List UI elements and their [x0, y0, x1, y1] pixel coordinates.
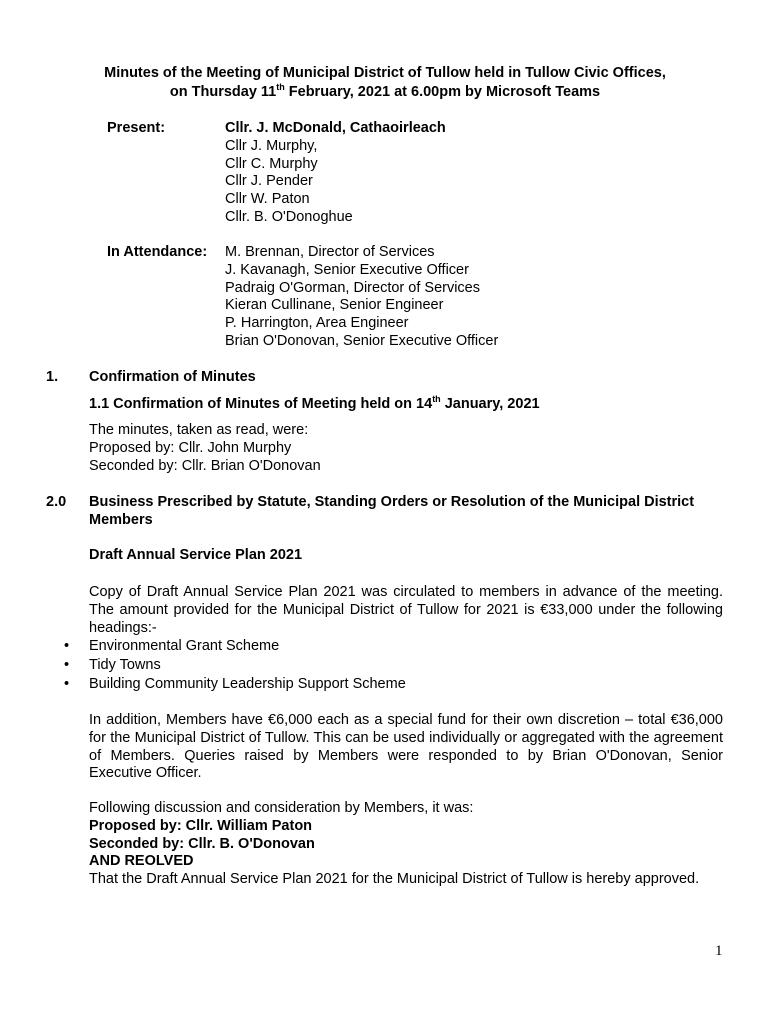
- discussion-line: Following discussion and consideration by Members, it was:: [89, 800, 474, 816]
- attendance-member: J. Kavanagh, Senior Executive Officer: [225, 261, 469, 278]
- list-item-text: Environmental Grant Scheme: [89, 638, 280, 654]
- minutes-line: Proposed by: Cllr. John Murphy: [89, 439, 292, 456]
- list-item: [64, 675, 406, 694]
- title-line-1: Minutes of the Meeting of Municipal District of Tullow held in Tullow Civic Offices,: [104, 65, 666, 81]
- headings-list: [64, 637, 406, 694]
- present-member: Cllr W. Paton: [225, 191, 310, 208]
- attendance-list: [225, 244, 498, 351]
- list-item-text: Tidy Towns: [89, 657, 161, 673]
- section-2-heading: Business Prescribed by Statute, Standing Orders or Resolution of the Municipal District Members: [89, 494, 695, 528]
- minutes-confirmation: [89, 422, 321, 475]
- title-line-2-start: on Thursday 11: [169, 84, 277, 100]
- list-item: [64, 656, 406, 675]
- attendance-member: Kieran Cullinane, Senior Engineer: [225, 297, 444, 314]
- present-member: Cllr. J. McDonald, Cathaoirleach: [225, 120, 446, 136]
- present-member: Cllr. B. O'Donoghue: [225, 208, 353, 225]
- bullet-icon: •: [64, 676, 70, 692]
- minutes-line: The minutes, taken as read, were:: [89, 422, 309, 438]
- page-title: [60, 64, 710, 102]
- paragraph-special-fund: In addition, Members have €6,000 each as a special fund for their own discretion – total €36,000 for the Municipal District of Tullow. This can be used individually or aggregated with the agreement of Members. Queries raised by Members were responded to by Brian O'Donovan, Senior Executive Officer.: [89, 712, 723, 782]
- list-item-text: Building Community Leadership Support Scheme: [89, 676, 406, 692]
- bullet-icon: •: [64, 657, 70, 673]
- section-1-subheading: [89, 396, 540, 412]
- section-2-subheading: Draft Annual Service Plan 2021: [89, 547, 303, 563]
- resolved-label: AND REOLVED: [89, 853, 194, 870]
- bullet-icon: •: [64, 638, 70, 654]
- resolution-block: [89, 800, 699, 889]
- title-line-2-end: February, 2021 at 6.00pm by Microsoft Teams: [284, 84, 601, 100]
- present-member: Cllr C. Murphy: [225, 155, 318, 172]
- attendance-member: Brian O'Donovan, Senior Executive Officer: [225, 332, 499, 349]
- attendance-member: P. Harrington, Area Engineer: [225, 315, 409, 332]
- title-ordinal: th: [276, 82, 285, 92]
- present-member: Cllr J. Murphy,: [225, 137, 318, 154]
- proposed-by: Proposed by: Cllr. William Paton: [89, 817, 313, 834]
- attendance-label: In Attendance:: [107, 244, 208, 260]
- list-item: [64, 637, 406, 656]
- attendance-member: M. Brennan, Director of Services: [225, 244, 435, 260]
- section-2-number: 2.0: [46, 494, 67, 510]
- present-list: [225, 120, 446, 227]
- page-number: 1: [715, 943, 723, 959]
- seconded-by: Seconded by: Cllr. B. O'Donovan: [89, 835, 315, 852]
- subheading-end: January, 2021: [440, 396, 540, 412]
- section-1-heading: Confirmation of Minutes: [89, 369, 256, 385]
- subheading-ordinal: th: [432, 394, 441, 404]
- minutes-line: Seconded by: Cllr. Brian O'Donovan: [89, 457, 321, 474]
- resolution-text: That the Draft Annual Service Plan 2021 for the Municipal District of Tullow is hereby approved.: [89, 871, 700, 888]
- section-1-number: 1.: [46, 369, 59, 385]
- present-label: Present:: [107, 120, 166, 136]
- present-member: Cllr J. Pender: [225, 173, 313, 190]
- attendance-member: Padraig O'Gorman, Director of Services: [225, 279, 480, 296]
- paragraph-service-plan: Copy of Draft Annual Service Plan 2021 was circulated to members in advance of the meeting. The amount provided for the Municipal District of Tullow for 2021 is €33,000 under the following headings:-: [89, 584, 723, 636]
- subheading-start: 1.1 Confirmation of Minutes of Meeting held on 14: [89, 396, 433, 412]
- title-line-2: [60, 83, 710, 102]
